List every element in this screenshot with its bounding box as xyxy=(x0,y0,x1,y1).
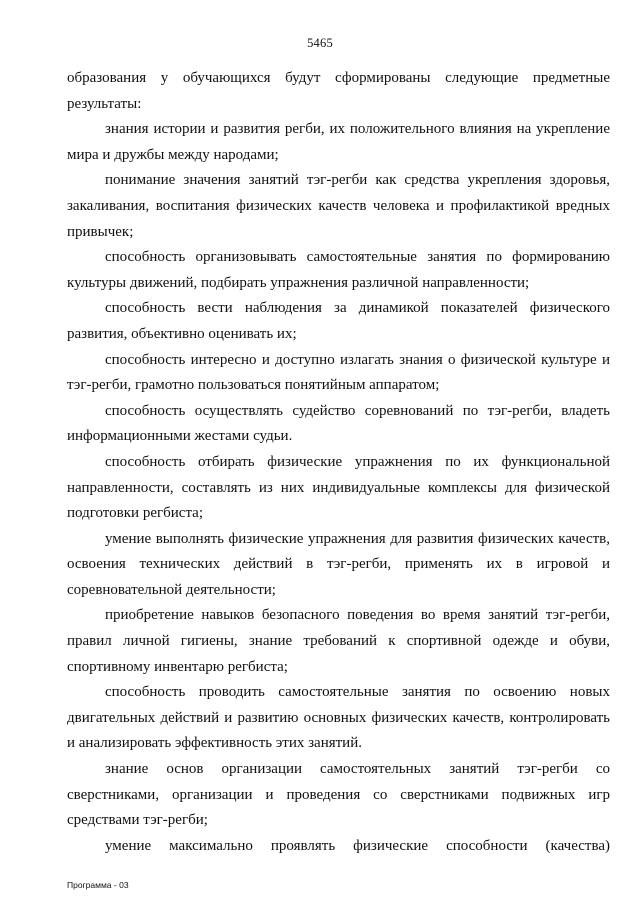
paragraph-organization-knowledge: знание основ организации самостоятельных занятий тэг-регби со сверстниками, организации и проведения со сверстниками подвижных игр средствами тэг-регби; xyxy=(67,761,610,829)
paragraph-explain-knowledge: способность интересно и доступно излагать знания о физической культуре и тэг-регби, грамотно пользоваться понятийным аппаратом; xyxy=(67,351,610,394)
paragraph-abilities: умение максимально проявлять физические способности (качества) xyxy=(105,837,610,854)
paragraph-select-exercises: способность отбирать физические упражнения по их функциональной направленности, составлять из них индивидуальные комплексы для физической подготовки регбиста; xyxy=(67,453,610,522)
paragraph-safety-skills: приобретение навыков безопасного поведения во время занятий тэг-регби, правил личной гигиены, знание требований к спортивной одежде и обуви, спортивному инвентарю регбиста; xyxy=(67,607,610,675)
paragraph-observation: способность вести наблюдения за динамикой показателей физического развития, объективно оценивать их; xyxy=(67,300,610,342)
page-number: 5465 xyxy=(307,36,333,50)
paragraph-independent-classes: способность проводить самостоятельные занятия по освоению новых двигательных действий и развитию основных физических качеств, контролировать и анализировать эффективность этих занятий. xyxy=(67,684,610,752)
document-body xyxy=(67,66,610,859)
paragraph-understanding: понимание значения занятий тэг-регби как средства укрепления здоровья, закаливания, воспитания физических качеств человека и профилактикой вредных привычек; xyxy=(67,172,610,240)
paragraph-perform-exercises: умение выполнять физические упражнения для развития физических качеств, освоения технических действий в тэг-регби, применять их в игровой и соревновательной деятельности; xyxy=(67,530,610,598)
paragraph-organize-classes: способность организовывать самостоятельные занятия по формированию культуры движений, подбирать упражнения различной направленности; xyxy=(67,249,610,291)
paragraph-intro: образования у обучающихся будут сформированы следующие предметные результаты: xyxy=(67,70,610,112)
paragraph-refereeing: способность осуществлять судейство соревнований по тэг-регби, владеть информационными жестами судьи. xyxy=(67,402,610,445)
paragraph-history-knowledge: знания истории и развития регби, их положительного влияния на укрепление мира и дружбы между народами; xyxy=(67,121,610,163)
footer-program-label: Программа - 03 xyxy=(67,880,129,890)
